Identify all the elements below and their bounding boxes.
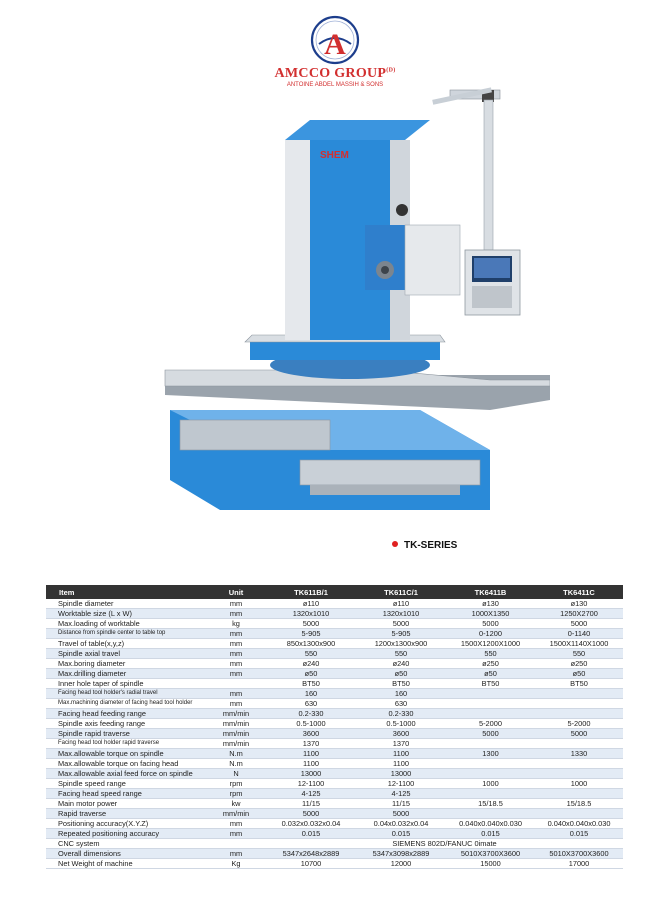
row-value: 5-2000 bbox=[446, 719, 535, 729]
row-value: 0.04x0.032x0.04 bbox=[356, 819, 446, 829]
row-unit: mm bbox=[206, 829, 266, 839]
row-item-label: CNC system bbox=[46, 839, 206, 849]
row-value: 5000 bbox=[356, 619, 446, 629]
row-value: 0.015 bbox=[356, 829, 446, 839]
row-value: 1500X1140X1000 bbox=[535, 639, 623, 649]
row-value bbox=[446, 789, 535, 799]
bullet-icon bbox=[392, 541, 398, 547]
row-value: 850x1300x900 bbox=[266, 639, 356, 649]
table-row bbox=[46, 839, 623, 849]
table-row bbox=[46, 719, 623, 729]
row-value bbox=[535, 809, 623, 819]
row-value: 550 bbox=[266, 649, 356, 659]
col-header-unit: Unit bbox=[206, 585, 266, 599]
row-value: 1300 bbox=[446, 749, 535, 759]
row-unit: rpm bbox=[206, 789, 266, 799]
table-row bbox=[46, 829, 623, 839]
row-unit bbox=[206, 679, 266, 689]
row-value: 1000X1350 bbox=[446, 609, 535, 619]
row-value: 0.015 bbox=[446, 829, 535, 839]
row-value: 0.5-1000 bbox=[266, 719, 356, 729]
row-item-label: Rapid traverse bbox=[46, 809, 206, 819]
row-item-label: Travel of table(x,y,z) bbox=[46, 639, 206, 649]
row-unit: mm/min bbox=[206, 739, 266, 749]
row-value: ø50 bbox=[356, 669, 446, 679]
table-row bbox=[46, 769, 623, 779]
table-header-row bbox=[46, 585, 623, 599]
row-value: 1200x1300x900 bbox=[356, 639, 446, 649]
col-header-tk6411b: TK6411B bbox=[446, 585, 535, 599]
table-row bbox=[46, 609, 623, 619]
row-item-label: Facing head tool holder rapid traverse bbox=[46, 739, 206, 749]
boring-machine-image bbox=[160, 80, 550, 530]
machine-brand-label: SHEM bbox=[320, 150, 349, 161]
row-value: 5000 bbox=[446, 729, 535, 739]
row-unit: mm bbox=[206, 659, 266, 669]
row-value: 1000 bbox=[535, 779, 623, 789]
row-item-label: Spindle speed range bbox=[46, 779, 206, 789]
row-value: ø110 bbox=[356, 599, 446, 609]
row-value bbox=[535, 709, 623, 719]
row-item-label: Max.allowable axial feed force on spindle bbox=[46, 769, 206, 779]
table-row bbox=[46, 819, 623, 829]
row-value: 1100 bbox=[356, 759, 446, 769]
row-value: 5000 bbox=[356, 809, 446, 819]
row-value: 1370 bbox=[266, 739, 356, 749]
table-row bbox=[46, 699, 623, 709]
row-item-label: Max.drilling diameter bbox=[46, 669, 206, 679]
row-item-label: Positioning accuracy(X.Y.Z) bbox=[46, 819, 206, 829]
row-value bbox=[446, 689, 535, 699]
row-unit: kg bbox=[206, 619, 266, 629]
row-unit: mm bbox=[206, 609, 266, 619]
row-unit: mm bbox=[206, 819, 266, 829]
row-value: BT50 bbox=[446, 679, 535, 689]
table-row bbox=[46, 779, 623, 789]
row-item-label: Main motor power bbox=[46, 799, 206, 809]
table-row bbox=[46, 649, 623, 659]
table-row bbox=[46, 739, 623, 749]
row-unit: mm bbox=[206, 849, 266, 859]
row-value: ø50 bbox=[266, 669, 356, 679]
row-value: 0.015 bbox=[535, 829, 623, 839]
row-value: 13000 bbox=[356, 769, 446, 779]
row-value: ø110 bbox=[266, 599, 356, 609]
row-value: 630 bbox=[356, 699, 446, 709]
table-row bbox=[46, 789, 623, 799]
row-value: 0.040x0.040x0.030 bbox=[535, 819, 623, 829]
row-unit bbox=[206, 839, 266, 849]
row-value bbox=[535, 759, 623, 769]
row-value: 160 bbox=[356, 689, 446, 699]
row-value: 1370 bbox=[356, 739, 446, 749]
row-value: ø240 bbox=[266, 659, 356, 669]
spec-table-body bbox=[46, 599, 623, 869]
row-unit: mm bbox=[206, 699, 266, 709]
table-row bbox=[46, 619, 623, 629]
table-row bbox=[46, 709, 623, 719]
row-span-value: SIEMENS 802D/FANUC 0imate bbox=[266, 839, 623, 849]
row-unit: Kg bbox=[206, 859, 266, 869]
row-item-label: Spindle diameter bbox=[46, 599, 206, 609]
row-value bbox=[446, 759, 535, 769]
row-value: 550 bbox=[446, 649, 535, 659]
row-unit: mm/min bbox=[206, 809, 266, 819]
row-value: 1250X2700 bbox=[535, 609, 623, 619]
row-unit: kw bbox=[206, 799, 266, 809]
row-value: 0.2-330 bbox=[266, 709, 356, 719]
row-value bbox=[446, 739, 535, 749]
row-value: 10700 bbox=[266, 859, 356, 869]
table-row bbox=[46, 639, 623, 649]
row-unit: N.m bbox=[206, 749, 266, 759]
table-row bbox=[46, 629, 623, 639]
col-header-tk611b1: TK611B/1 bbox=[266, 585, 356, 599]
row-value: 15/18.5 bbox=[446, 799, 535, 809]
row-value: 160 bbox=[266, 689, 356, 699]
row-unit: mm bbox=[206, 599, 266, 609]
row-unit: mm bbox=[206, 689, 266, 699]
row-value: ø240 bbox=[356, 659, 446, 669]
row-value: 5000 bbox=[266, 619, 356, 629]
row-value: 5000 bbox=[535, 619, 623, 629]
row-item-label: Max.allowable torque on spindle bbox=[46, 749, 206, 759]
row-value: 5000 bbox=[535, 729, 623, 739]
row-item-label: Spindle rapid traverse bbox=[46, 729, 206, 739]
row-value: 5000 bbox=[266, 809, 356, 819]
row-value: 15000 bbox=[446, 859, 535, 869]
row-value bbox=[535, 689, 623, 699]
row-value bbox=[535, 789, 623, 799]
row-value: 11/15 bbox=[266, 799, 356, 809]
row-value: 5010X3700X3600 bbox=[446, 849, 535, 859]
row-value: BT50 bbox=[266, 679, 356, 689]
row-value bbox=[535, 699, 623, 709]
row-unit: mm bbox=[206, 629, 266, 639]
row-value bbox=[446, 699, 535, 709]
row-item-label: Spindle axial travel bbox=[46, 649, 206, 659]
row-value: 550 bbox=[535, 649, 623, 659]
row-value: 4-125 bbox=[356, 789, 446, 799]
row-unit: mm bbox=[206, 669, 266, 679]
row-value: BT50 bbox=[535, 679, 623, 689]
row-item-label: Max.machining diameter of facing head tool holder bbox=[46, 699, 206, 709]
col-header-tk6411c: TK6411C bbox=[535, 585, 623, 599]
row-value: 1000 bbox=[446, 779, 535, 789]
row-item-label: Facing head feeding range bbox=[46, 709, 206, 719]
row-value: 12000 bbox=[356, 859, 446, 869]
logo-mark: (D) bbox=[386, 67, 396, 74]
table-row bbox=[46, 859, 623, 869]
row-value: 17000 bbox=[535, 859, 623, 869]
row-value: 5-2000 bbox=[535, 719, 623, 729]
row-item-label: Net Weight of machine bbox=[46, 859, 206, 869]
row-item-label: Max.loading of worktable bbox=[46, 619, 206, 629]
row-value: 550 bbox=[356, 649, 446, 659]
row-value: 1320x1010 bbox=[356, 609, 446, 619]
table-row bbox=[46, 849, 623, 859]
row-item-label: Distance from spindle center to table top bbox=[46, 629, 206, 639]
col-header-tk611c1: TK611C/1 bbox=[356, 585, 446, 599]
row-value bbox=[446, 709, 535, 719]
row-value: 5-905 bbox=[266, 629, 356, 639]
row-value: 5010X3700X3600 bbox=[535, 849, 623, 859]
row-value: 1100 bbox=[266, 759, 356, 769]
table-row bbox=[46, 799, 623, 809]
row-value: 1330 bbox=[535, 749, 623, 759]
series-label: TK-SERIES bbox=[392, 540, 457, 551]
row-value: BT50 bbox=[356, 679, 446, 689]
row-unit: mm bbox=[206, 649, 266, 659]
table-row bbox=[46, 729, 623, 739]
row-item-label: Inner hole taper of spindle bbox=[46, 679, 206, 689]
row-value: 0.5-1000 bbox=[356, 719, 446, 729]
row-unit: mm/min bbox=[206, 729, 266, 739]
row-value: 3600 bbox=[356, 729, 446, 739]
logo-company-name: AMCCO $GROUP^{(D)}$ bbox=[274, 66, 396, 81]
row-value: 0.032x0.032x0.04 bbox=[266, 819, 356, 829]
row-value: 12-1100 bbox=[266, 779, 356, 789]
row-item-label: Overall dimensions bbox=[46, 849, 206, 859]
row-value: 5-905 bbox=[356, 629, 446, 639]
row-value: 5347x3098x2889 bbox=[356, 849, 446, 859]
row-value: 1100 bbox=[266, 749, 356, 759]
row-value: 4-125 bbox=[266, 789, 356, 799]
row-item-label: Worktable size (L x W) bbox=[46, 609, 206, 619]
row-item-label: Spindle axis feeding range bbox=[46, 719, 206, 729]
row-value: 15/18.5 bbox=[535, 799, 623, 809]
row-unit: mm bbox=[206, 639, 266, 649]
row-item-label: Max.allowable torque on facing head bbox=[46, 759, 206, 769]
row-item-label: Max.boring diameter bbox=[46, 659, 206, 669]
table-row bbox=[46, 669, 623, 679]
table-row bbox=[46, 679, 623, 689]
row-value: 0-1140 bbox=[535, 629, 623, 639]
row-value: 0.2-330 bbox=[356, 709, 446, 719]
row-value: 1320x1010 bbox=[266, 609, 356, 619]
row-value: ø130 bbox=[446, 599, 535, 609]
logo-tagline: ANTOINE ABDEL MASSIH & SONS bbox=[286, 82, 384, 88]
row-value: 0.040x0.040x0.030 bbox=[446, 819, 535, 829]
table-row bbox=[46, 809, 623, 819]
row-value: 5347x2648x2889 bbox=[266, 849, 356, 859]
table-row bbox=[46, 659, 623, 669]
row-value: 12-1100 bbox=[356, 779, 446, 789]
logo-emblem-letter: A bbox=[324, 28, 346, 61]
table-row bbox=[46, 689, 623, 699]
row-value: ø250 bbox=[535, 659, 623, 669]
row-value: 3600 bbox=[266, 729, 356, 739]
row-unit: mm/min bbox=[206, 709, 266, 719]
row-value: 630 bbox=[266, 699, 356, 709]
row-value: 1500X1200X1000 bbox=[446, 639, 535, 649]
table-row bbox=[46, 749, 623, 759]
col-header-item: Item bbox=[46, 585, 206, 599]
row-unit: N.m bbox=[206, 759, 266, 769]
row-value: ø50 bbox=[535, 669, 623, 679]
row-value: 13000 bbox=[266, 769, 356, 779]
row-value: 5000 bbox=[446, 619, 535, 629]
table-row bbox=[46, 759, 623, 769]
row-value: ø50 bbox=[446, 669, 535, 679]
logo-emblem-icon bbox=[309, 14, 361, 66]
row-value: ø250 bbox=[446, 659, 535, 669]
row-value: 0.015 bbox=[266, 829, 356, 839]
row-value: 11/15 bbox=[356, 799, 446, 809]
spec-table bbox=[46, 585, 623, 869]
row-item-label: Facing head tool holder's radial travel bbox=[46, 689, 206, 699]
row-unit: N bbox=[206, 769, 266, 779]
row-value bbox=[446, 769, 535, 779]
row-unit: mm/min bbox=[206, 719, 266, 729]
row-value: 0-1200 bbox=[446, 629, 535, 639]
table-row bbox=[46, 599, 623, 609]
row-value bbox=[446, 809, 535, 819]
row-value bbox=[535, 769, 623, 779]
row-value bbox=[535, 739, 623, 749]
row-item-label: Repeated positioning accuracy bbox=[46, 829, 206, 839]
row-value: ø130 bbox=[535, 599, 623, 609]
row-unit: rpm bbox=[206, 779, 266, 789]
row-item-label: Facing head speed range bbox=[46, 789, 206, 799]
row-value: 1100 bbox=[356, 749, 446, 759]
